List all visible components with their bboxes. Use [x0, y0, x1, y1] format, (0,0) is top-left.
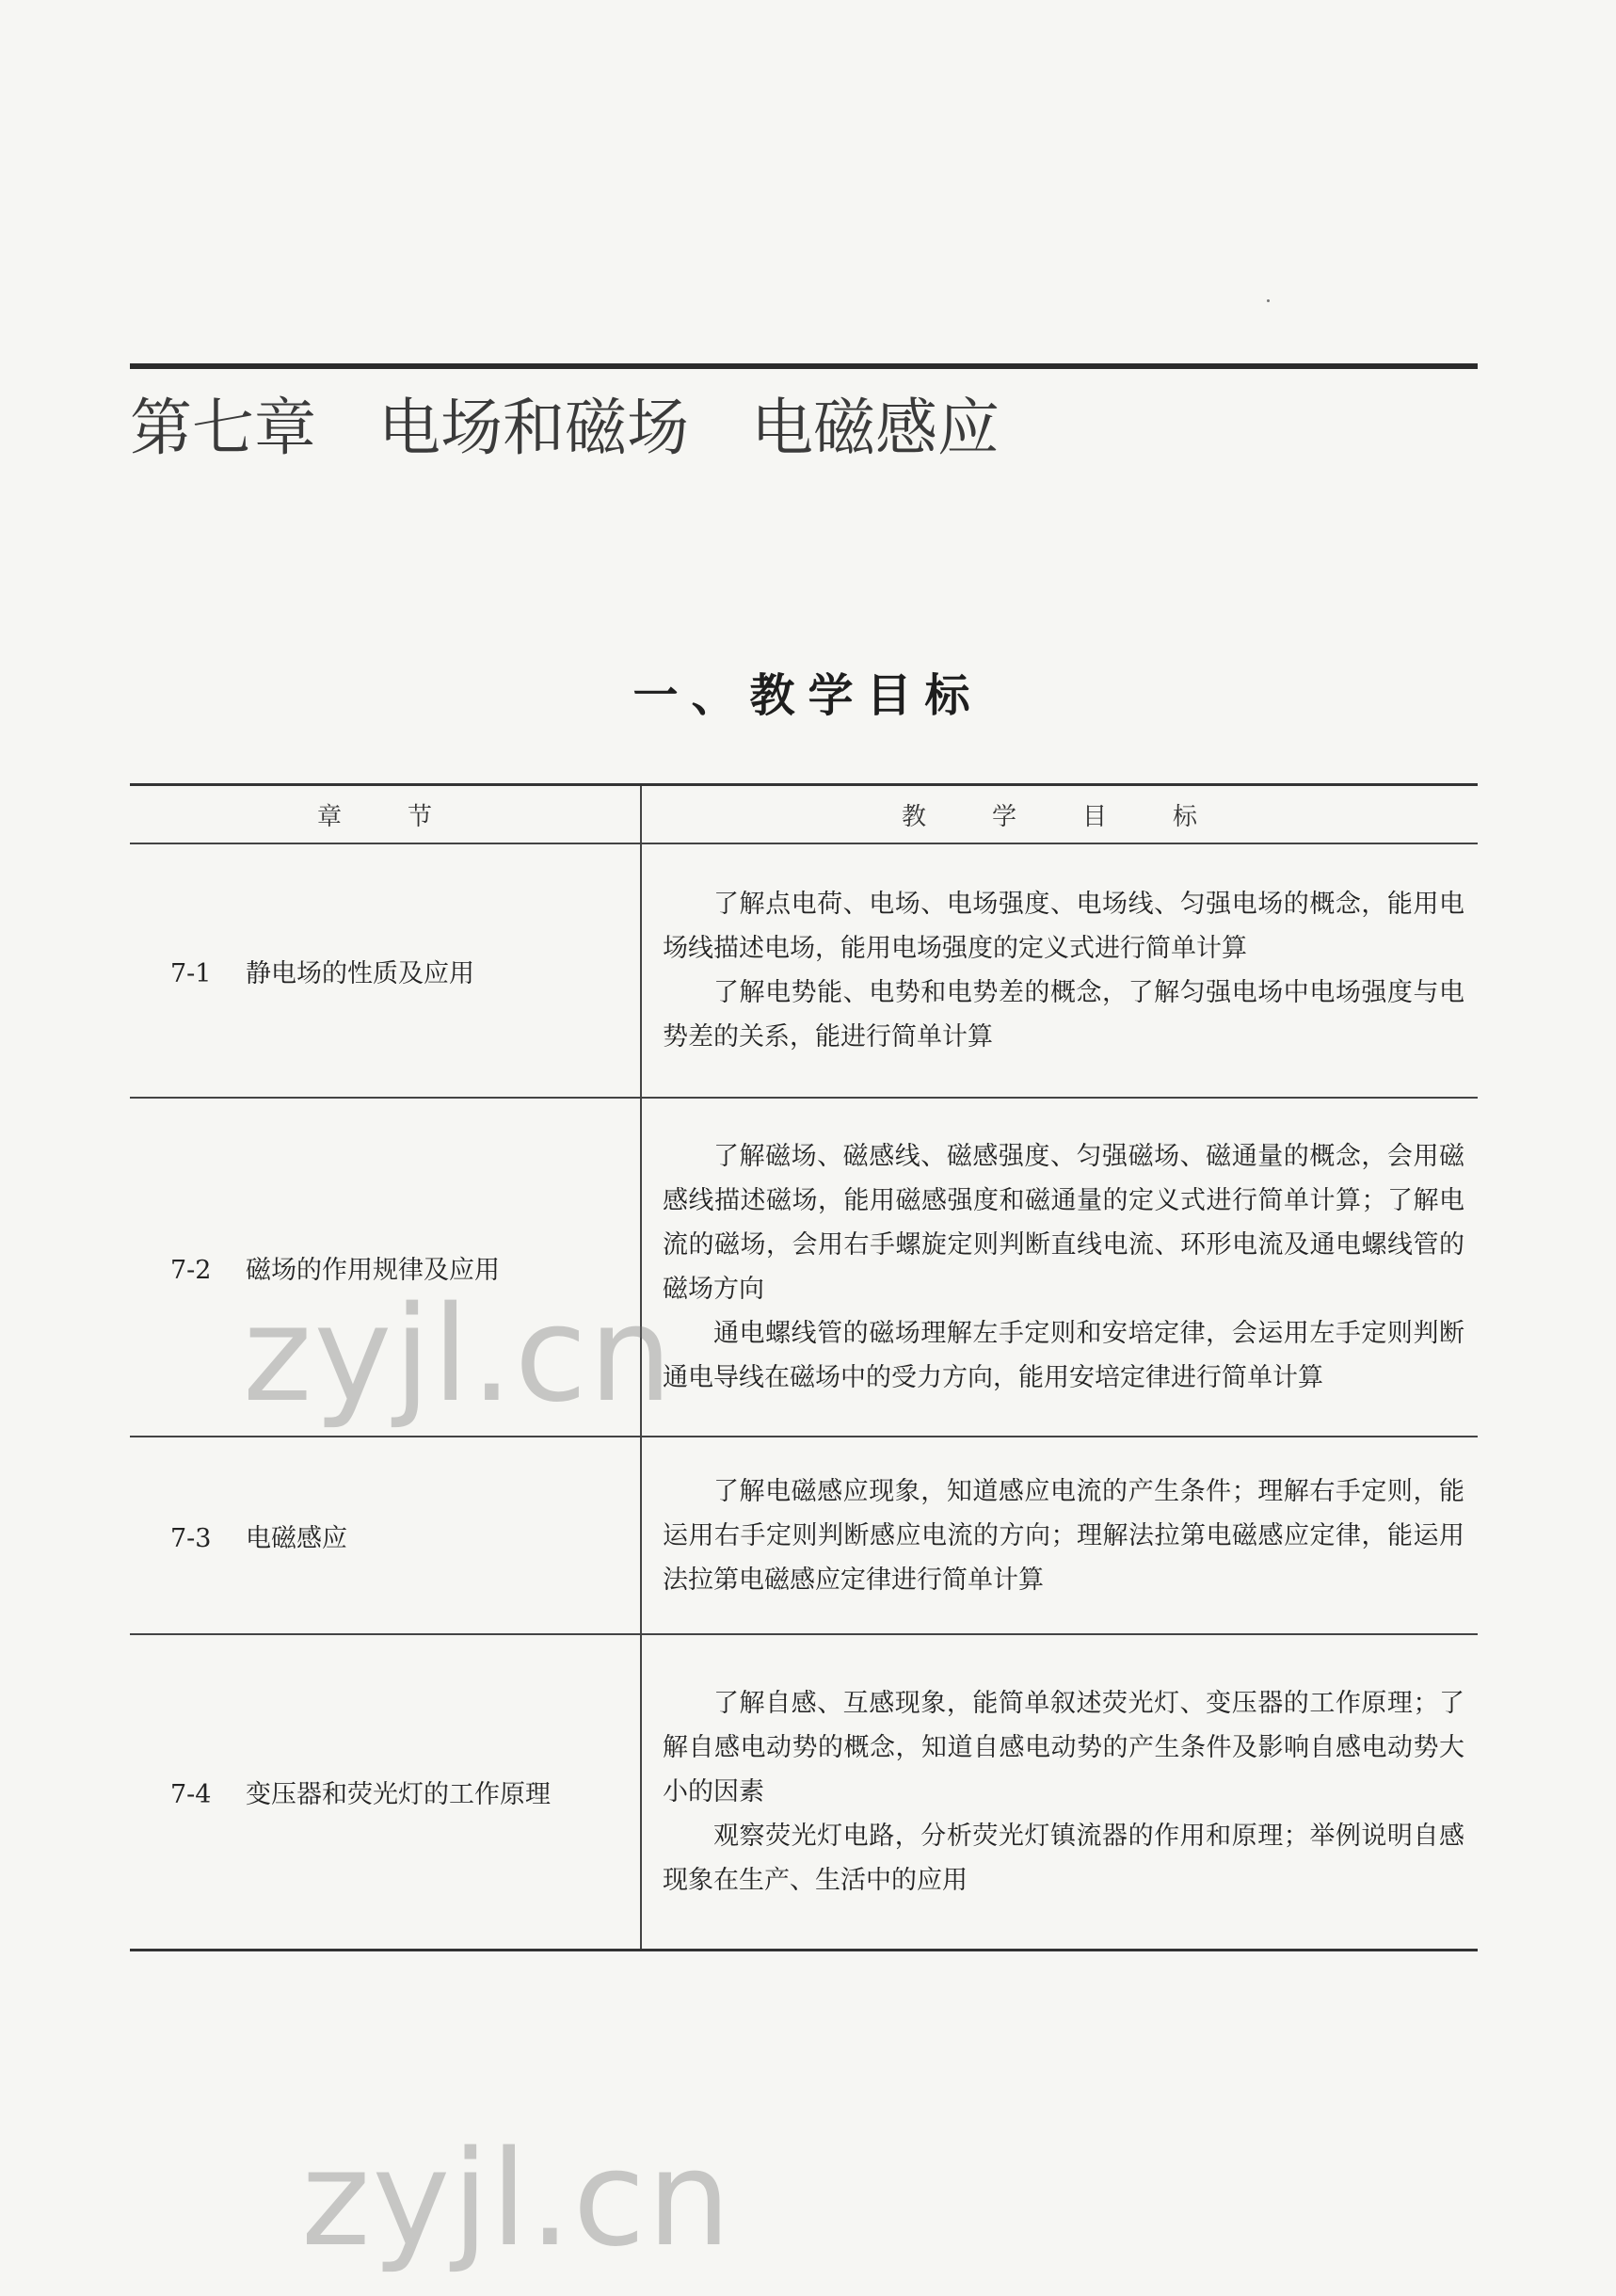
watermark: zyjl.cn: [243, 1278, 675, 1432]
section-name: 磁场的作用规律及应用: [246, 1255, 500, 1285]
header-section: 章 节: [130, 785, 641, 844]
goal-paragraph: 了解电磁感应现象，知道感应电流的产生条件；理解右手定则，能运用右手定则判断感应电流的方向；理解法拉第电磁感应定律，能运用法拉第电磁感应定律进行简单计算: [663, 1476, 1464, 1595]
goal-paragraph: 观察荧光灯电路，分析荧光灯镇流器的作用和原理；举例说明自感现象在生产、生活中的应用: [663, 1821, 1464, 1895]
table-row: [130, 1437, 1478, 1634]
goal-paragraph: 通电螺线管的磁场理解左手定则和安培定律，会运用左手定则判断通电导线在磁场中的受力方向，能用安培定律进行简单计算: [663, 1319, 1464, 1392]
chapter-title: 第七章 电场和磁场 电磁感应: [130, 392, 1000, 464]
section-cell: [130, 843, 641, 1098]
section-name: 变压器和荧光灯的工作原理: [246, 1779, 551, 1809]
section-number: 7-2: [170, 1255, 212, 1285]
table-row: [130, 843, 1478, 1098]
section-cell: [130, 1437, 641, 1634]
goal-paragraph: 了解磁场、磁感线、磁感强度、匀强磁场、磁通量的概念，会用磁感线描述磁场，能用磁感强度和磁通量的定义式进行简单计算；了解电流的磁场，会用右手螺旋定则判断直线电流、环形电流及通电螺线管的磁场方向: [663, 1142, 1464, 1304]
section-number: 7-4: [170, 1779, 212, 1809]
section-title: 一、教学目标: [632, 669, 984, 722]
section-number: 7-1: [170, 958, 212, 988]
watermark: zyjl.cn: [301, 2123, 733, 2276]
section-number: 7-3: [170, 1523, 212, 1553]
scan-speck: [1267, 299, 1270, 302]
table-row: [130, 1634, 1478, 1950]
section-name: 电磁感应: [246, 1523, 347, 1553]
goal-cell: [641, 1634, 1478, 1950]
chapter-top-rule: [130, 363, 1478, 369]
goal-paragraph: 了解点电荷、电场、电场强度、电场线、匀强电场的概念，能用电场线描述电场，能用电场强度的定义式进行简单计算: [663, 890, 1464, 963]
goal-paragraph: 了解自感、互感现象，能简单叙述荧光灯、变压器的工作原理；了解自感电动势的概念，知道自感电动势的产生条件及影响自感电动势大小的因素: [663, 1688, 1464, 1806]
header-goals: 教 学 目 标: [641, 785, 1478, 844]
goal-paragraph: 了解电势能、电势和电势差的概念，了解匀强电场中电场强度与电势差的关系，能进行简单计算: [663, 978, 1464, 1052]
section-name: 静电场的性质及应用: [246, 958, 474, 988]
goal-cell: [641, 843, 1478, 1098]
table-header-row: [130, 785, 1478, 844]
goal-cell: [641, 1437, 1478, 1634]
section-cell: [130, 1634, 641, 1950]
goal-cell: [641, 1098, 1478, 1437]
